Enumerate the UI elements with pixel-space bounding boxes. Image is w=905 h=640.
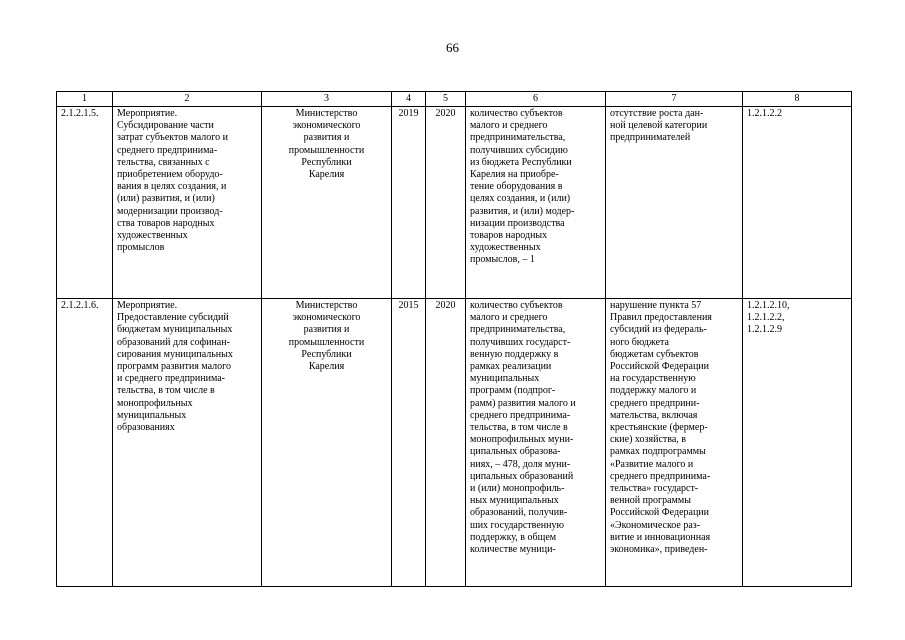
column-header: 1 bbox=[57, 92, 113, 107]
expected-result: количество субъектов малого и среднего предпринимательства, получивших государст- венную поддержку в рамках реализации муниципальных программ (подпрог- рамм) развития малого и среднего предпринима- тельства, в том числе в монопрофильных муни- ципальных образова- ниях, – 478, доля муни- ципальных образований и (или) монопрофиль- ных муниципальных образований, получив- ших государственную поддержку, в общем количестве муници- bbox=[466, 299, 606, 587]
table-row bbox=[57, 299, 852, 587]
start-year: 2015 bbox=[392, 299, 426, 587]
column-header: 5 bbox=[426, 92, 466, 107]
start-year: 2019 bbox=[392, 107, 426, 299]
expected-result: количество субъектов малого и среднего предпринимательства, получивших субсидию из бюджета Республики Карелия на приобре- тение оборудования в целях создания, и (или) развития, и (или) модер- низации производства товаров народных художественных промыслов, – 1 bbox=[466, 107, 606, 299]
measure-description: Мероприятие. Предоставление субсидий бюджетам муниципальных образований для софинан- сирования муниципальных программ развития малого и среднего предпринима- тельства, в том числе в монопрофильных муниципальных образованиях bbox=[113, 299, 262, 587]
measures-table bbox=[56, 91, 852, 587]
measure-code: 2.1.2.1.5. bbox=[57, 107, 113, 299]
column-header: 8 bbox=[743, 92, 852, 107]
column-header: 3 bbox=[262, 92, 392, 107]
responsible-executor: Министерство экономического развития и промышленности Республики Карелия bbox=[262, 107, 392, 299]
measure-code: 2.1.2.1.6. bbox=[57, 299, 113, 587]
linked-indicators: 1.2.1.2.10, 1.2.1.2.2, 1.2.1.2.9 bbox=[743, 299, 852, 587]
column-header: 2 bbox=[113, 92, 262, 107]
non-implementation-consequence: нарушение пункта 57 Правил предоставления субсидий из федераль- ного бюджета бюджетам субъектов Российской Федерации на государственную поддержку малого и среднего предприни- мательства, включая крестьянские (фермер- ские) хозяйства, в рамках подпрограммы «Развитие малого и среднего предпринима- тельства» государст- венной программы Российской Федерации «Экономическое раз- витие и инновационная экономика», приведен- bbox=[606, 299, 743, 587]
table-header-row bbox=[57, 92, 852, 107]
column-header: 6 bbox=[466, 92, 606, 107]
table-row bbox=[57, 107, 852, 299]
responsible-executor: Министерство экономического развития и промышленности Республики Карелия bbox=[262, 299, 392, 587]
end-year: 2020 bbox=[426, 107, 466, 299]
measure-description: Мероприятие. Субсидирование части затрат субъектов малого и среднего предпринима- тельства, связанных с приобретением оборудо- вания в целях создания, и (или) развития, и (или) модернизации производ- ства товаров народных художественных промыслов bbox=[113, 107, 262, 299]
column-header: 4 bbox=[392, 92, 426, 107]
non-implementation-consequence: отсутствие роста дан- ной целевой категории предпринимателей bbox=[606, 107, 743, 299]
end-year: 2020 bbox=[426, 299, 466, 587]
linked-indicators: 1.2.1.2.2 bbox=[743, 107, 852, 299]
column-header: 7 bbox=[606, 92, 743, 107]
page-number: 66 bbox=[446, 40, 459, 55]
